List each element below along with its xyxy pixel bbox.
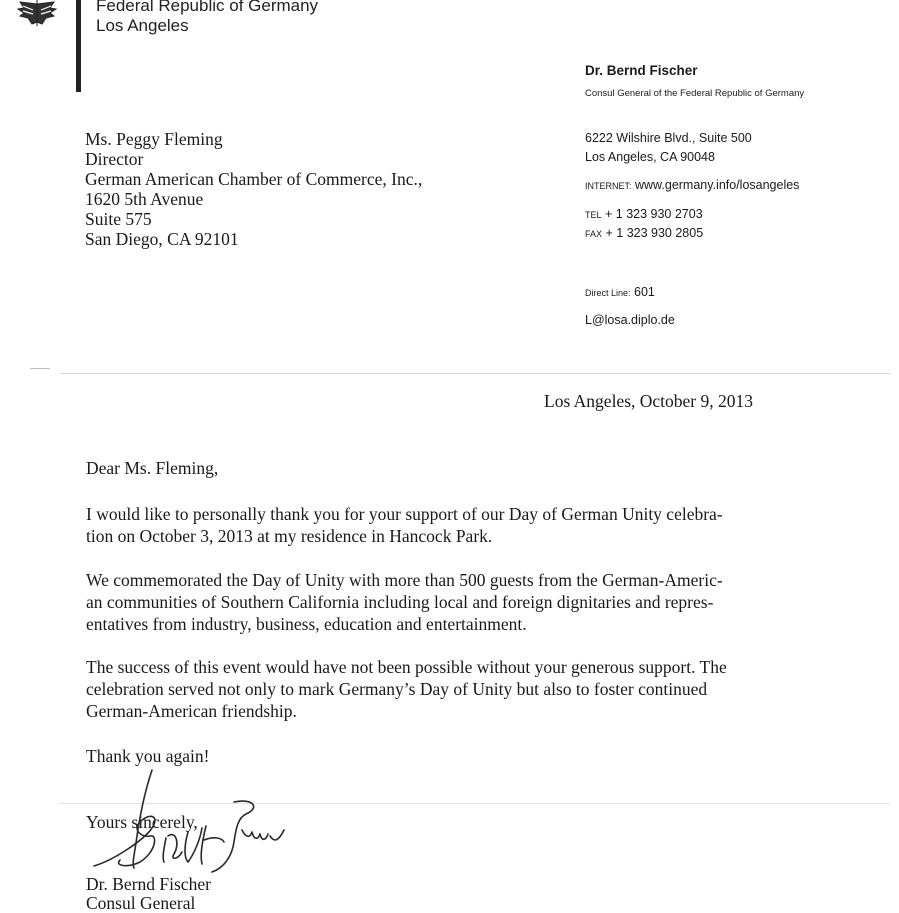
recipient-name: Ms. Peggy Fleming	[85, 129, 223, 149]
sender-internet	[585, 178, 799, 192]
salutation: Dear Ms. Fleming,	[86, 458, 219, 478]
fax-label: FAX	[585, 229, 603, 239]
tel-value: + 1 323 930 2703	[605, 207, 703, 221]
recipient-organization: German American Chamber of Commerce, Inc.,	[85, 169, 423, 189]
fax-value: + 1 323 930 2805	[605, 226, 704, 240]
internet-label: INTERNET:	[585, 181, 632, 191]
recipient-suite: Suite 575	[85, 209, 152, 229]
letterhead-bar	[76, 0, 81, 92]
recipient-street: 1620 5th Avenue	[85, 189, 204, 209]
sender-address-line1: 6222 Wilshire Blvd., Suite 500	[585, 131, 752, 145]
paragraph-1-line-2: tion on October 3, 2013 at my residence in Hancock Park.	[86, 526, 493, 546]
recipient-role: Director	[85, 149, 144, 169]
paragraph-2	[86, 569, 776, 635]
letterhead-country: Federal Republic of Germany	[96, 0, 319, 15]
handwritten-signature	[84, 768, 304, 878]
recipient-city-state: San Diego, CA 92101	[85, 229, 239, 249]
letter-date: Los Angeles, October 9, 2013	[544, 391, 753, 411]
fold-line	[60, 373, 890, 374]
signature-name: Dr. Bernd Fischer	[86, 874, 211, 894]
sender-fax	[585, 226, 703, 240]
thanks-line: Thank you again!	[86, 746, 210, 766]
fold-mark	[30, 368, 50, 369]
direct-value: 601	[634, 285, 655, 299]
paragraph-2-line-2: an communities of Southern California including local and foreign dignitaries and repres-	[86, 592, 714, 612]
federal-eagle-logo	[14, 0, 60, 26]
paragraph-2-line-3: entatives from industry, business, education and entertainment.	[86, 614, 527, 634]
sender-address-line2: Los Angeles, CA 90048	[585, 150, 715, 164]
signature-title: Consul General	[86, 893, 196, 913]
paragraph-3-line-1: The success of this event would have not been possible without your generous support. The	[86, 657, 727, 677]
paragraph-3	[86, 656, 776, 722]
paragraph-2-line-1: We commemorated the Day of Unity with more than 500 guests from the German-Americ-	[86, 570, 723, 590]
paragraph-3-line-2: celebration served not only to mark Germany’s Day of Unity but also to foster continued	[86, 679, 708, 699]
internet-value: www.germany.info/losangeles	[635, 178, 800, 192]
sender-tel	[585, 207, 703, 221]
tel-label: TEL	[585, 210, 602, 220]
sender-name: Dr. Bernd Fischer	[585, 63, 698, 78]
sender-title: Consul General of the Federal Republic of Germany	[585, 88, 805, 99]
paragraph-1	[86, 503, 776, 547]
closing: Yours sincerely,	[86, 812, 198, 832]
letterhead-city: Los Angeles	[96, 16, 189, 35]
direct-label: Direct Line:	[585, 288, 631, 298]
paragraph-1-line-1: I would like to personally thank you for your support of our Day of German Unity celebra-	[86, 504, 723, 524]
sender-direct-line	[585, 285, 655, 299]
paragraph-3-line-3: German-American friendship.	[86, 701, 297, 721]
sender-email: L@losa.diplo.de	[585, 313, 675, 327]
